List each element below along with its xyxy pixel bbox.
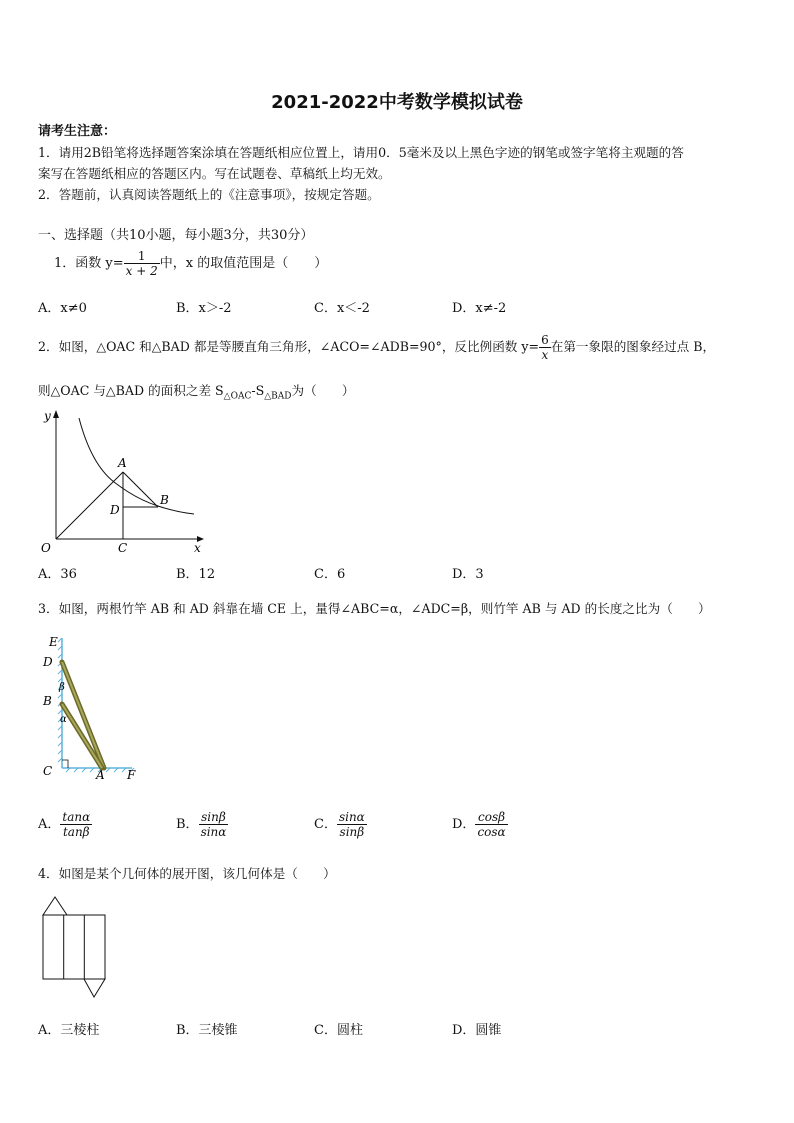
q3-option-b-den: sinα	[200, 825, 227, 839]
notice-heading: 请考生注意：	[38, 124, 117, 139]
label-e: E	[49, 635, 58, 649]
section-heading: 一、选择题（共10小题，每小题3分，共30分）	[38, 228, 314, 243]
q3-figure	[38, 632, 148, 782]
q2-sub-oac: △OAC	[223, 391, 252, 402]
q2-option-a[interactable]: A．36	[38, 567, 77, 582]
q1-prefix: 1．函数 y=	[54, 256, 124, 271]
q2-option-d[interactable]: D．3	[452, 567, 484, 582]
question-2-line-1	[38, 327, 715, 367]
q2-dash: -S	[251, 383, 265, 398]
notice-line-1a: 1．请用2B铅笔将选择题答案涂填在答题纸相应位置上，请用0．5毫米及以上黑色字迹的钢笔或签字笔将主观题的答	[38, 145, 684, 160]
label-d: D	[43, 655, 53, 669]
net-bottom-triangle	[84, 979, 105, 997]
q3-option-d-letter: D．	[452, 817, 476, 832]
label-f: F	[127, 768, 136, 782]
q2-fraction	[539, 333, 551, 362]
label-b: B	[43, 694, 52, 708]
q1-option-b[interactable]: B．x＞-2	[176, 301, 232, 316]
q3-option-d[interactable]	[452, 805, 508, 845]
label-a: A	[96, 768, 105, 782]
q3-option-a-num: tanα	[62, 810, 91, 824]
q3-option-d-num: cosβ	[475, 810, 507, 825]
label-c: C	[118, 541, 128, 554]
q3-option-c-letter: C．	[314, 817, 337, 832]
q4-figure	[38, 893, 118, 1005]
q3-option-a-den: tanβ	[62, 825, 90, 839]
question-3: 3．如图，两根竹竿 AB 和 AD 斜靠在墙 CE 上，量得∠ABC=α，∠ADC=β，则竹竿 AB 与 AD 的长度之比为（ ）	[38, 601, 711, 616]
q1-option-d[interactable]: D．x≠-2	[452, 301, 507, 316]
question-1	[54, 244, 327, 284]
label-alpha: α	[60, 714, 67, 725]
q1-suffix: 中，x 的取值范围是（ ）	[159, 256, 328, 271]
q2-option-c[interactable]: C．6	[314, 567, 346, 582]
question-2-line-2	[38, 380, 354, 402]
q2-figure	[36, 404, 216, 554]
label-c: C	[43, 764, 53, 778]
segment-ab	[123, 472, 158, 507]
net-top-triangle	[43, 897, 67, 915]
q2-line1-prefix: 2．如图，△OAC 和△BAD 都是等腰直角三角形，∠ACO=∠ADB=90°，反比例函数 y=	[38, 339, 540, 354]
q1-frac-num: 1	[124, 249, 160, 264]
page-title: 2021-2022中考数学模拟试卷	[271, 92, 523, 113]
hyperbola-curve	[79, 418, 194, 514]
notice-line-1b: 案写在答题纸相应的答题区内。写在试题卷、草稿纸上均无效。	[38, 166, 391, 181]
q2-line2-suffix: 为（ ）	[291, 383, 355, 398]
q3-option-c-num: sinα	[338, 810, 365, 824]
q4-option-b[interactable]: B．三棱锥	[176, 1023, 238, 1038]
q3-option-b-num: sinβ	[199, 810, 229, 825]
label-beta: β	[59, 682, 65, 693]
q3-option-b-letter: B．	[176, 817, 199, 832]
q1-option-a[interactable]: A．x≠0	[38, 301, 87, 316]
q4-option-a[interactable]: A．三棱柱	[38, 1023, 100, 1038]
label-y: y	[44, 409, 51, 423]
q1-frac-den: x + 2	[125, 264, 158, 278]
label-d: D	[110, 503, 120, 517]
label-b: B	[160, 493, 169, 507]
q2-line1-suffix: 在第一象限的图象经过点 B，	[550, 339, 716, 354]
q2-line2-prefix: 则△OAC 与△BAD 的面积之差 S	[38, 383, 224, 398]
notice-line-2: 2．答题前，认真阅读答题纸上的《注意事项》，按规定答题。	[38, 187, 380, 202]
q3-option-c[interactable]	[314, 805, 367, 845]
question-4: 4．如图是某个几何体的展开图，该几何体是（ ）	[38, 866, 336, 881]
net-rectangle	[43, 915, 105, 979]
label-o: O	[41, 541, 51, 554]
q1-option-c[interactable]: C．x＜-2	[314, 301, 370, 316]
q2-option-b[interactable]: B．12	[176, 567, 216, 582]
q3-option-a-letter: A．	[38, 817, 61, 832]
q2-frac-den: x	[541, 348, 549, 362]
q3-option-c-den: sinβ	[339, 825, 365, 839]
q3-option-d-den: cosα	[477, 825, 506, 839]
right-angle-mark	[62, 760, 68, 768]
y-axis-arrow	[53, 410, 59, 418]
q3-option-a[interactable]	[38, 805, 92, 845]
label-a: A	[118, 456, 127, 470]
q4-option-d[interactable]: D．圆锥	[452, 1023, 502, 1038]
q1-fraction	[124, 249, 160, 278]
q4-option-c[interactable]: C．圆柱	[314, 1023, 363, 1038]
q3-option-b[interactable]	[176, 805, 228, 845]
q2-sub-bad: △BAD	[264, 391, 292, 402]
label-x: x	[194, 541, 201, 554]
q2-frac-num: 6	[541, 333, 549, 347]
